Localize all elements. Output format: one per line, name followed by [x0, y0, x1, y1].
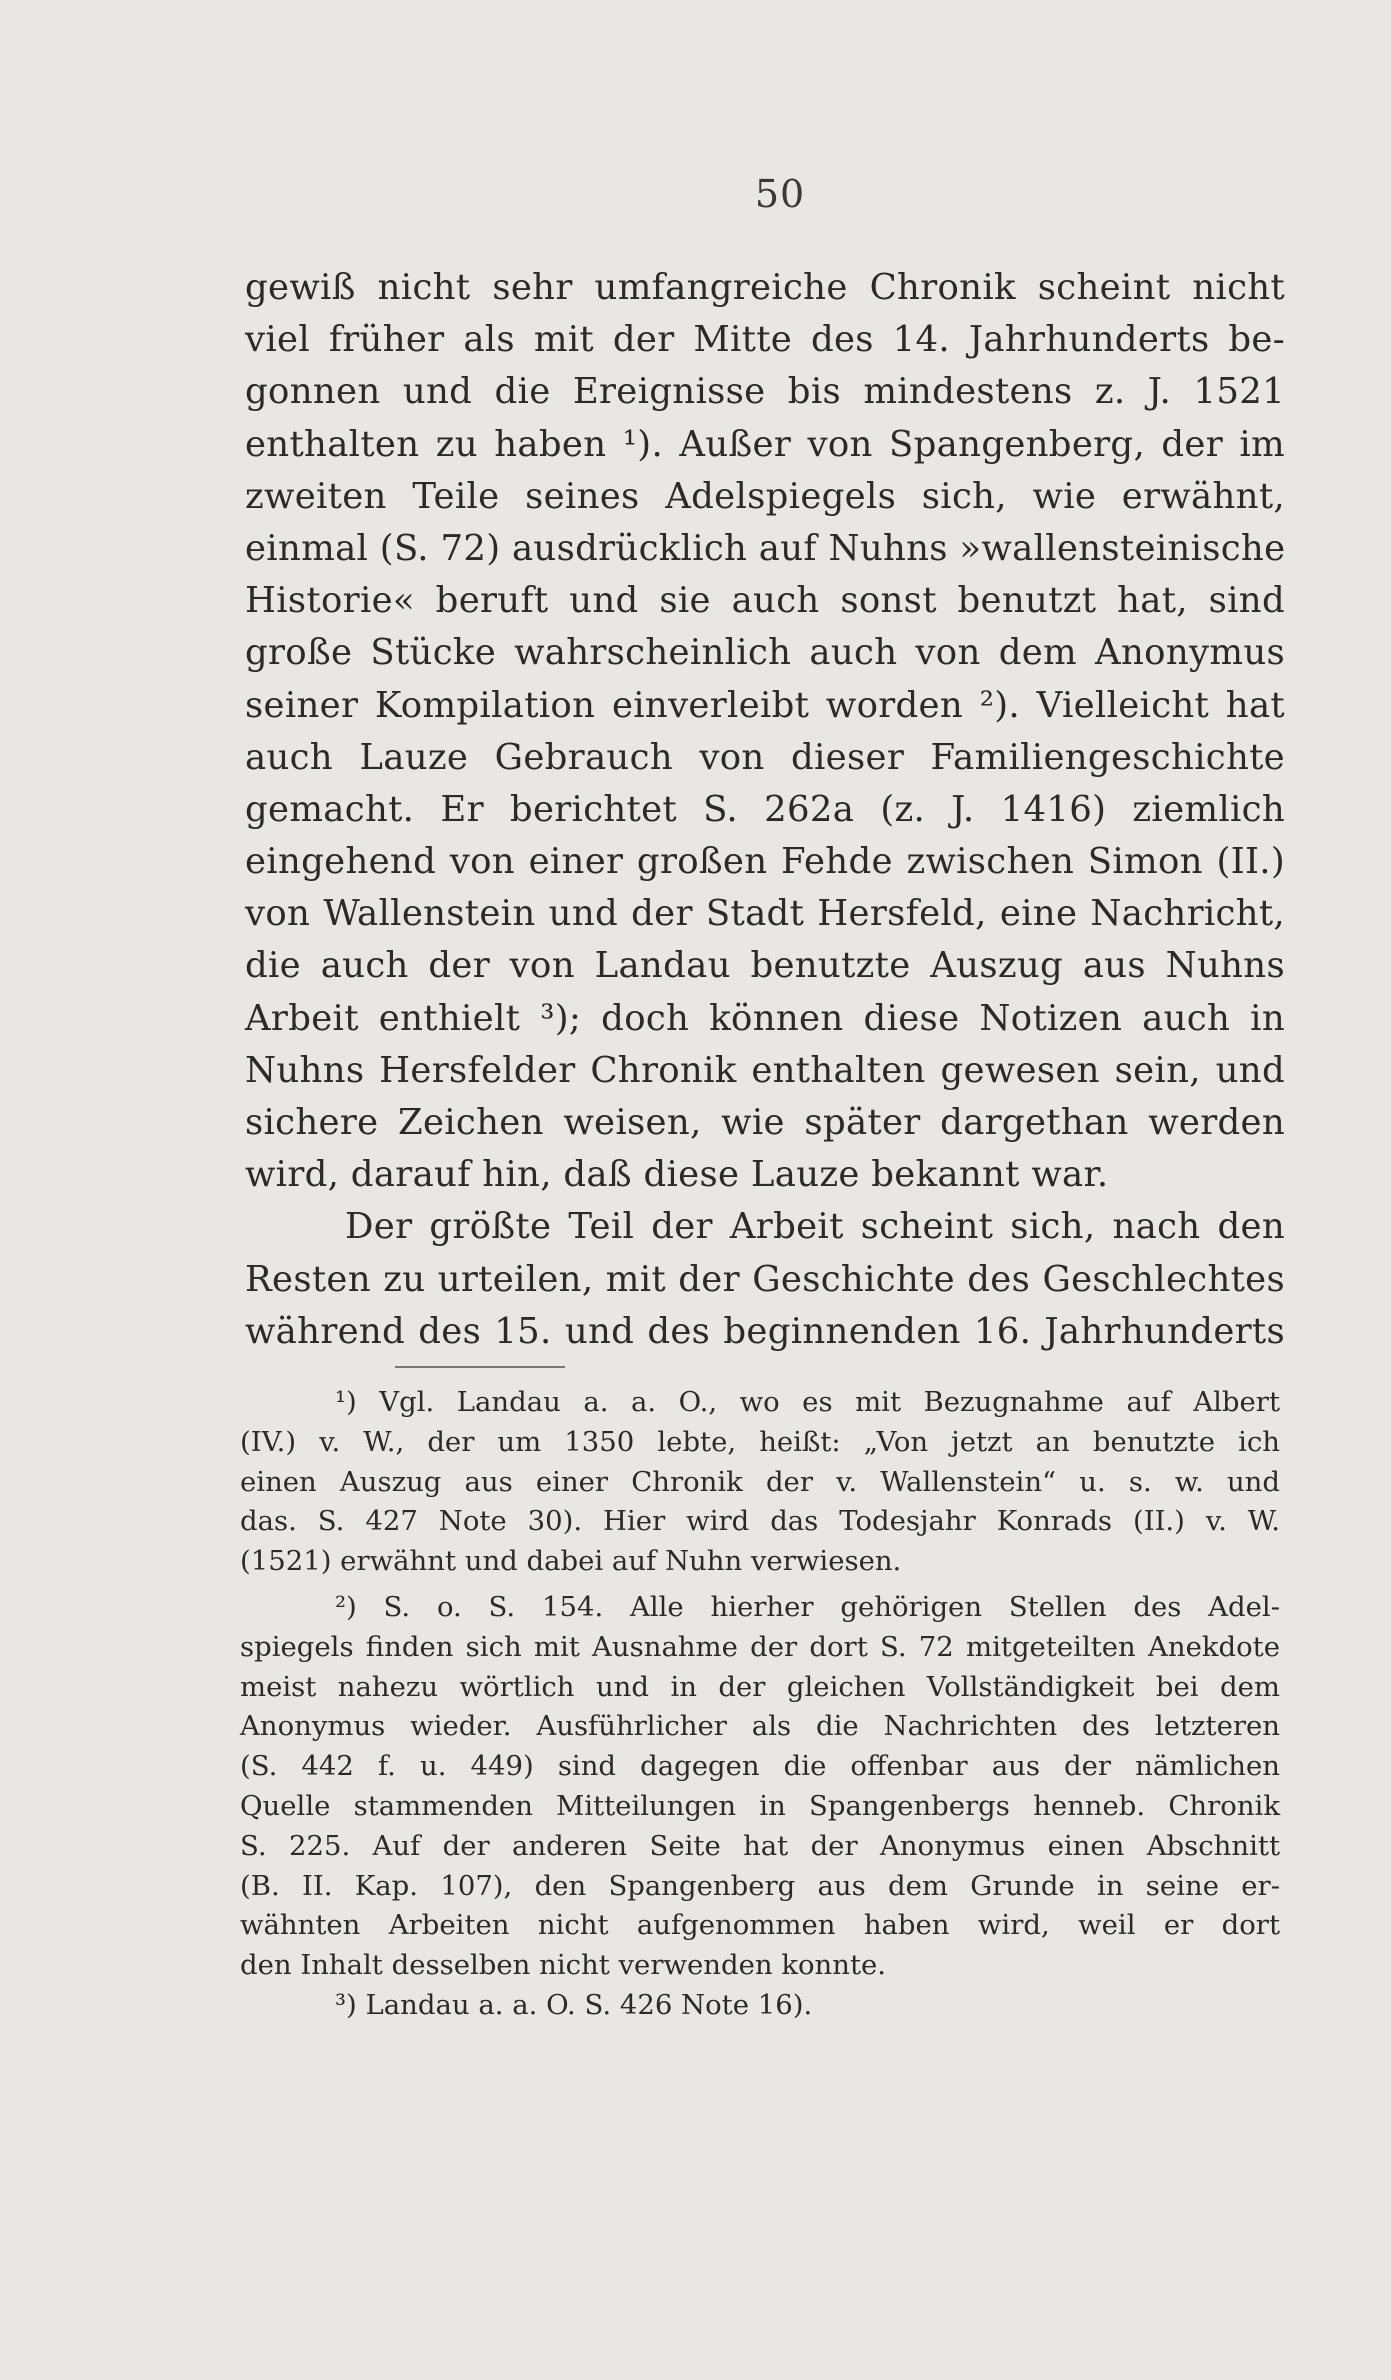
- body-line: von Wallenstein und der Stadt Hersfeld, eine Nachricht,: [245, 893, 1285, 935]
- body-line: enthalten zu haben ¹). Außer von Spangenberg, der im: [245, 423, 1285, 465]
- body-line: sichere Zeichen weisen, wie später dargethan werden: [245, 1102, 1285, 1143]
- body-line: eingehend von einer großen Fehde zwischen Simon (II.): [245, 841, 1285, 883]
- body-text: [245, 262, 1285, 1358]
- body-line: zweiten Teile seines Adelspiegels sich, wie erwähnt,: [245, 475, 1285, 517]
- footnote-divider: [395, 1366, 565, 1368]
- body-line: große Stücke wahrscheinlich auch von dem Anonymus: [245, 632, 1285, 674]
- footnote-line: S. 225. Auf der anderen Seite hat der Anonymus einen Abschnitt: [240, 1829, 1280, 1862]
- body-line: Nuhns Hersfelder Chronik enthalten gewesen sein, und: [245, 1049, 1285, 1091]
- page-number: 50: [754, 172, 806, 216]
- footnote-line: den Inhalt desselben nicht verwenden konnte.: [240, 1949, 887, 1982]
- footnote-line: Quelle stammenden Mitteilungen in Spangenbergs henneb. Chronik: [240, 1789, 1280, 1822]
- body-line: auch Lauze Gebrauch von dieser Familiengeschichte: [245, 736, 1285, 778]
- body-line: Arbeit enthielt ³); doch können diese Notizen auch in: [245, 997, 1285, 1039]
- footnote-line: (IV.) v. W., der um 1350 lebte, heißt: „Von jetzt an benutzte ich: [240, 1425, 1280, 1458]
- footnote-line: Anonymus wieder. Ausführlicher als die Nachrichten des letzteren: [240, 1710, 1280, 1743]
- footnote-line: ²) S. o. S. 154. Alle hierher gehörigen Stellen des Adel-: [335, 1590, 1280, 1623]
- body-line: viel früher als mit der Mitte des 14. Jahrhunderts be-: [245, 319, 1285, 361]
- footnote-line: das. S. 427 Note 30). Hier wird das Todesjahr Konrads (II.) v. W.: [240, 1505, 1280, 1538]
- footnote-line: (S. 442 f. u. 449) sind dagegen die offenbar aus der nämlichen: [240, 1750, 1280, 1783]
- footnote-line: ³) Landau a. a. O. S. 426 Note 16).: [335, 1988, 813, 2021]
- footnote-line: spiegels finden sich mit Ausnahme der dort S. 72 mitgeteilten Anekdote: [240, 1630, 1280, 1663]
- body-line: wird, darauf hin, daß diese Lauze bekannt war.: [245, 1154, 1109, 1196]
- footnote-line: ¹) Vgl. Landau a. a. O., wo es mit Bezugnahme auf Albert: [335, 1386, 1280, 1418]
- footnote-line: (B. II. Kap. 107), den Spangenberg aus dem Grunde in seine er-: [240, 1869, 1280, 1902]
- body-line: Historie« beruft und sie auch sonst benutzt hat, sind: [245, 580, 1285, 622]
- footnotes: [240, 1383, 1280, 2026]
- footnote-line: meist nahezu wörtlich und in der gleichen Vollständigkeit bei dem: [240, 1670, 1280, 1703]
- body-line: gonnen und die Ereignisse bis mindestens z. J. 1521: [245, 371, 1285, 413]
- footnote-line: wähnten Arbeiten nicht aufgenommen haben wird, weil er dort: [240, 1909, 1280, 1942]
- body-line: während des 15. und des beginnenden 16. Jahrhunderts: [245, 1310, 1285, 1352]
- body-line: die auch der von Landau benutzte Auszug aus Nuhns: [245, 945, 1285, 987]
- body-line: Resten zu urteilen, mit der Geschichte des Geschlechtes: [245, 1258, 1285, 1300]
- body-line: gemacht. Er berichtet S. 262a (z. J. 1416) ziemlich: [245, 788, 1285, 830]
- footnote-line: einen Auszug aus einer Chronik der v. Wallenstein“ u. s. w. und: [240, 1465, 1280, 1498]
- body-line: gewiß nicht sehr umfangreiche Chronik scheint nicht: [245, 267, 1285, 308]
- body-line: einmal (S. 72) ausdrücklich auf Nuhns »wallensteinische: [245, 527, 1286, 569]
- body-line: seiner Kompilation einverleibt worden ²). Vielleicht hat: [245, 684, 1285, 726]
- footnote-line: (1521) erwähnt und dabei auf Nuhn verwiesen.: [240, 1545, 902, 1578]
- body-line: Der größte Teil der Arbeit scheint sich, nach den: [345, 1206, 1285, 1248]
